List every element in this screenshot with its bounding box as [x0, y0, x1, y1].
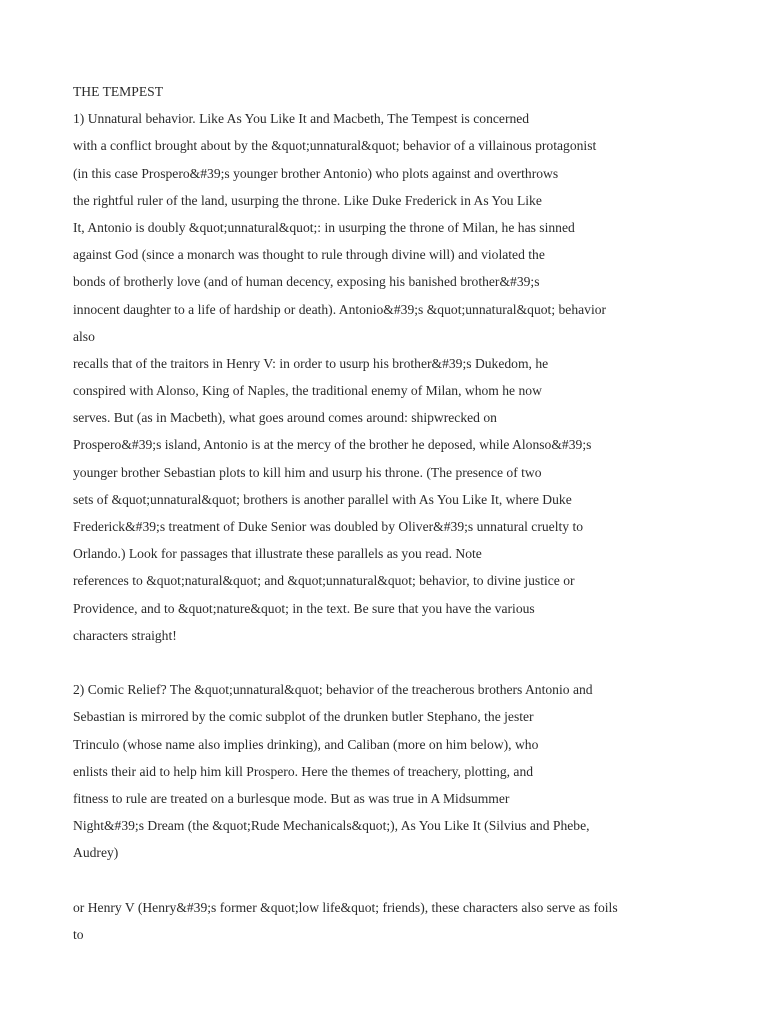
- text-line: Audrey): [73, 845, 119, 861]
- text-line: Sebastian is mirrored by the comic subplot of the drunken butler Stephano, the jester: [73, 709, 534, 725]
- text-line: sets of &quot;unnatural&quot; brothers is another parallel with As You Like It, where Duke: [73, 491, 572, 507]
- text-line: to: [73, 926, 84, 942]
- text-line: Prospero&#39;s island, Antonio is at the mercy of the brother he deposed, while Alonso&#39;s: [73, 437, 592, 453]
- text-line: conspired with Alonso, King of Naples, the traditional enemy of Milan, whom he now: [73, 383, 542, 399]
- document-title: THE TEMPEST: [73, 84, 163, 99]
- text-line: fitness to rule are treated on a burlesque mode. But as was true in A Midsummer: [73, 790, 510, 806]
- text-line: bonds of brotherly love (and of human decency, exposing his banished brother&#39;s: [73, 274, 540, 290]
- text-line: with a conflict brought about by the &quot;unnatural&quot; behavior of a villainous protagonist: [73, 138, 597, 154]
- text-line: 1) Unnatural behavior. Like As You Like It and Macbeth, The Tempest is concerned: [73, 111, 530, 127]
- text-line: against God (since a monarch was thought to rule through divine will) and violated the: [73, 247, 545, 263]
- text-line: characters straight!: [73, 627, 177, 643]
- text-line: Trinculo (whose name also implies drinking), and Caliban (more on him below), who: [73, 736, 539, 752]
- text-line: younger brother Sebastian plots to kill him and usurp his throne. (The presence of two: [73, 464, 542, 480]
- text-line: innocent daughter to a life of hardship or death). Antonio&#39;s &quot;unnatural&quot; behavior: [73, 301, 607, 317]
- text-line: It, Antonio is doubly &quot;unnatural&quot;: in usurping the throne of Milan, he has sinned: [73, 219, 575, 235]
- paragraph-break: [73, 866, 713, 893]
- text-line: serves. But (as in Macbeth), what goes around comes around: shipwrecked on: [73, 410, 497, 426]
- text-line: also: [73, 328, 95, 344]
- text-line: (in this case Prospero&#39;s younger brother Antonio) who plots against and overthrows: [73, 165, 559, 181]
- text-line: the rightful ruler of the land, usurping the throne. Like Duke Frederick in As You Like: [73, 192, 542, 208]
- document-body: [73, 78, 713, 948]
- text-line: recalls that of the traitors in Henry V: in order to usurp his brother&#39;s Dukedom, he: [73, 355, 549, 371]
- paragraph-break: [73, 649, 713, 676]
- text-line: enlists their aid to help him kill Prospero. Here the themes of treachery, plotting, and: [73, 763, 534, 779]
- text-line: or Henry V (Henry&#39;s former &quot;low life&quot; friends), these characters also serve as foils: [73, 899, 618, 915]
- text-line: references to &quot;natural&quot; and &quot;unnatural&quot; behavior, to divine justice or: [73, 573, 575, 589]
- text-line: Frederick&#39;s treatment of Duke Senior was doubled by Oliver&#39;s unnatural cruelty to: [73, 519, 584, 534]
- text-line: Orlando.) Look for passages that illustrate these parallels as you read. Note: [73, 546, 482, 562]
- text-line: Night&#39;s Dream (the &quot;Rude Mechanicals&quot;), As You Like It (Silvius and Phebe,: [73, 818, 590, 834]
- text-line: 2) Comic Relief? The &quot;unnatural&quot; behavior of the treacherous brothers Antonio and: [73, 682, 593, 698]
- text-line: Providence, and to &quot;nature&quot; in the text. Be sure that you have the various: [73, 600, 535, 616]
